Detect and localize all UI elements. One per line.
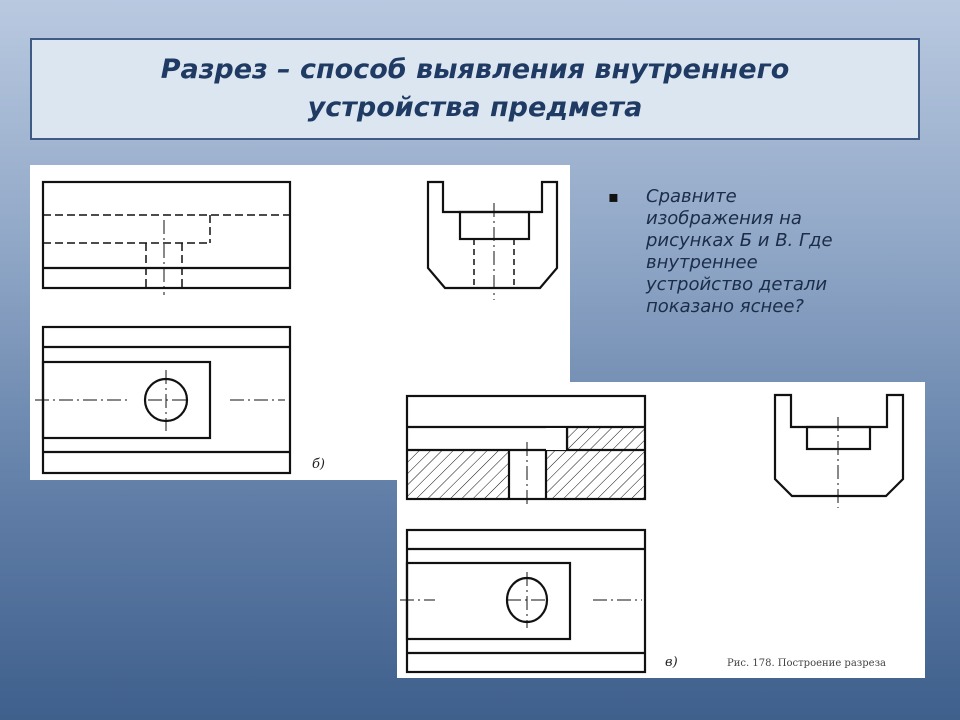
figure-v-label: в) — [665, 655, 678, 670]
figure-v-panel — [397, 382, 925, 678]
bullet-item — [608, 186, 868, 318]
bullet-marker: ▪ — [608, 187, 619, 206]
bullet-text: Сравните изображения на рисунках Б и В. Где внутреннее устройство детали показано яснее? — [646, 186, 833, 317]
side-view-outline — [428, 182, 557, 288]
hatched-section-left — [408, 451, 509, 498]
figure-v-drawing — [397, 382, 925, 678]
figure-v-caption: Рис. 178. Построение разреза — [727, 658, 886, 669]
front-view-outline — [43, 182, 290, 288]
slide-title-line-2: устройства предмета — [307, 92, 643, 123]
plan-view-v-outline — [407, 530, 645, 672]
figure-b-label: б) — [312, 457, 326, 472]
slide-title-line-1: Разрез – способ выявления внутреннего — [160, 54, 790, 85]
side-view-v-outline — [775, 395, 903, 496]
slide-title-box — [30, 38, 920, 140]
